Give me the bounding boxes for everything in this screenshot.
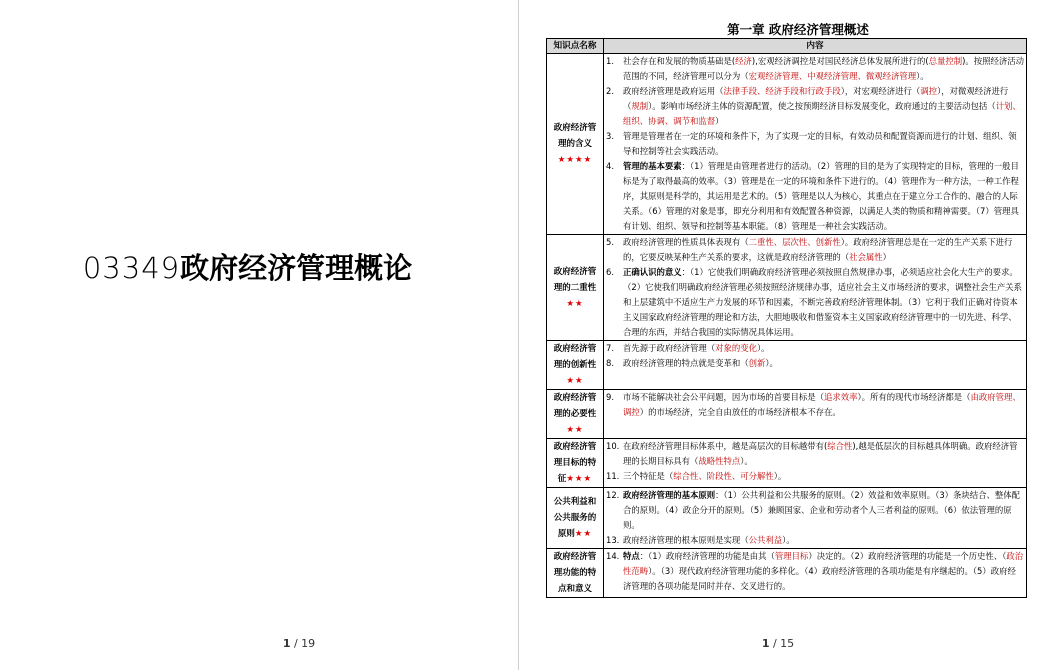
- body-text: 市场不能解决社会公平问题，因为市场的首要目标是（: [623, 392, 824, 402]
- knowledge-table: [546, 38, 1027, 598]
- knowledge-point-content: [604, 390, 1027, 439]
- list-item: [606, 469, 1024, 484]
- list-item: [606, 129, 1024, 159]
- body-text: ）。政府经济管理总是在一定的生产关系下进行的，它要反映某种生产关系的要求，这就是政府经济管理的（: [623, 237, 1013, 262]
- body-text: ）。: [740, 456, 753, 466]
- table-row: [547, 439, 1027, 488]
- item-text: [623, 159, 1024, 234]
- answer-text: 社会属性: [849, 252, 883, 262]
- key-term: 政府经济管理的基本原则: [623, 490, 716, 500]
- answer-text: 对象的变化: [715, 343, 757, 353]
- item-number: 3.: [606, 131, 614, 141]
- cover-title: [0, 248, 495, 288]
- knowledge-point-label: 政府经济管: [553, 266, 597, 277]
- content-list: [606, 341, 1024, 371]
- item-number: 9.: [606, 392, 614, 402]
- right-page: [519, 0, 1037, 670]
- list-item: [606, 265, 1024, 340]
- item-number: 13.: [606, 535, 620, 545]
- answer-text: 计划、组织、协调、调节和监督: [623, 101, 1021, 126]
- body-text: )。按照经济活动范围的不同，经济管理可以分为（: [623, 56, 1025, 81]
- item-text: [623, 469, 1024, 484]
- left-page: [0, 0, 518, 670]
- knowledge-point-name: [547, 54, 604, 235]
- body-text: ）。: [773, 471, 787, 481]
- body-text: 社会存在和发展的物质基础是(: [623, 56, 736, 66]
- answer-text: 由政府管理、调控: [623, 392, 1021, 417]
- body-text: 在政府经济管理目标体系中，越是高层次的目标越带有(: [623, 441, 828, 451]
- item-number: 11.: [606, 471, 620, 481]
- body-text: 政府经济管理的根本原则是实现（: [623, 535, 749, 545]
- knowledge-point-label: 征★★★: [557, 474, 593, 484]
- answer-text: 公共利益: [748, 535, 783, 545]
- table-row: [547, 341, 1027, 390]
- knowledge-point-label: 原则★★: [557, 529, 593, 539]
- table-row: [547, 235, 1027, 341]
- body-text: ）。: [782, 535, 795, 545]
- body-text: 政府经济管理的性质具体表现有（: [623, 237, 749, 247]
- knowledge-point-label: 理的二重性: [553, 282, 597, 293]
- table-row: [547, 390, 1027, 439]
- list-item: [606, 439, 1024, 469]
- knowledge-point-content: [604, 549, 1027, 598]
- importance-stars: ★★: [566, 425, 584, 435]
- body-text: 政府经济管理的特点就是变革和（: [623, 358, 749, 368]
- knowledge-point-label: 理的创新性: [553, 360, 597, 370]
- content-list: [606, 54, 1024, 234]
- content-list: [606, 390, 1024, 420]
- content-list: [606, 549, 1024, 594]
- answer-text: 政治性范畴: [623, 551, 1024, 576]
- item-text: [623, 235, 1024, 265]
- answer-text: 管理目标: [774, 551, 809, 561]
- table-row: [547, 549, 1027, 598]
- item-number: 12.: [606, 490, 620, 500]
- body-text: ）。: [916, 71, 929, 81]
- body-text: ）: [715, 116, 724, 126]
- content-list: [606, 439, 1024, 484]
- body-text: ）。影响市场经济主体的资源配置，使之按预期经济目标发展变化，政府通过的主要活动包括（: [648, 101, 996, 111]
- table-body: [547, 54, 1027, 598]
- body-text: 首先源于政府经济管理（: [623, 343, 716, 353]
- body-text: ),宏观经济调控是对国民经济总体发展所进行的(: [751, 56, 929, 66]
- knowledge-point-name: [547, 549, 604, 598]
- knowledge-point-label: 理目标的特: [553, 458, 597, 468]
- knowledge-point-name: [547, 439, 604, 488]
- body-text: ：（1）管理是由管理者进行的活动。（2）管理的目的是为了实现特定的目标，管理的一般目标是为了取得最高的效率。（3）管理是在一定的环境和条件下进行的。（4）管理作为一种方法，一种工作程序，其原则是科学的，其运用是艺术的。（5）管理是以人为核心，其重点在于建立分工合作的、融合的人际关系。（6）管理的对象是事，即充分利用和有效配置各种资源，以满足人类的物质和精神需要。（7）管理具有计划、组织、领导和控制等基本职能。（8）管理是一种社会实践活动。: [623, 161, 1019, 231]
- knowledge-point-content: [604, 439, 1027, 488]
- body-text: ),越是低层次的目标越具体明确。政府经济管理的长期目标具有（: [623, 441, 1018, 466]
- list-item: [606, 84, 1024, 129]
- knowledge-point-name: [547, 488, 604, 549]
- item-text: [623, 439, 1024, 469]
- knowledge-point-label: 点和意义: [557, 584, 592, 594]
- header-knowledge-point: 知识点名称: [547, 39, 604, 54]
- header-content: 内容: [604, 39, 1027, 54]
- table-row: [547, 54, 1027, 235]
- body-text: 政府经济管理是政府运用（: [623, 86, 724, 96]
- course-name: 政府经济管理概论: [180, 251, 413, 285]
- item-text: [623, 356, 1024, 371]
- body-text: ：（1）政府经济管理的功能是由其（: [639, 551, 775, 561]
- key-term: 管理的基本要素: [623, 161, 682, 171]
- list-item: [606, 533, 1024, 548]
- knowledge-point-content: [604, 488, 1027, 549]
- item-text: [623, 390, 1024, 420]
- answer-text: 二重性、层次性、创新性: [748, 237, 841, 247]
- body-text: 管理是管理者在一定的环境和条件下，为了实现一定的目标，有效动员和配置资源而进行的计划、组织、领导和控制等社会实践活动。: [623, 131, 1017, 156]
- answer-text: 经济: [735, 56, 752, 66]
- item-text: [623, 265, 1024, 340]
- knowledge-point-label: 政府经济管: [553, 442, 597, 452]
- body-text: ），对宏观经济进行（: [840, 86, 921, 96]
- knowledge-point-label: 公共利益和: [553, 497, 597, 507]
- key-term: 特点: [623, 551, 640, 561]
- knowledge-point-content: [604, 341, 1027, 390]
- list-item: [606, 356, 1024, 371]
- body-text: ）: [882, 252, 891, 262]
- body-text: ：（1）公共利益和公共服务的原则。（2）效益和效率原则。（3）条块结合、整体配合的原则。（4）政企分开的原则。（5）兼顾国家、企业和劳动者个人三者利益的原则。（6）依法管理的原则。: [623, 490, 1021, 530]
- body-text: ）。: [765, 358, 778, 368]
- knowledge-point-content: [604, 235, 1027, 341]
- answer-text: 规制: [631, 101, 649, 111]
- course-code: 03349: [82, 251, 181, 285]
- answer-text: 法律手段、经济手段和行政手段: [723, 86, 841, 96]
- answer-text: 创新: [748, 358, 766, 368]
- answer-text: 调控: [920, 86, 938, 96]
- table-row: [547, 488, 1027, 549]
- body-text: ）。（3）现代政府经济管理功能的多样化。（4）政府经济管理的各项功能是有序继起的。（5）政府经济管理的各项功能是同时并存、交叉进行的。: [623, 566, 1016, 591]
- importance-stars: ★★: [566, 298, 584, 309]
- answer-text: 综合性、阶段性、可分解性: [673, 471, 774, 481]
- table-header-row: [547, 39, 1027, 54]
- knowledge-point-name: [547, 390, 604, 439]
- importance-stars: ★★: [574, 529, 593, 539]
- knowledge-point-label: 政府经济管: [553, 344, 597, 354]
- answer-text: 综合性: [827, 441, 853, 451]
- item-text: [623, 488, 1024, 533]
- list-item: [606, 341, 1024, 356]
- item-text: [623, 84, 1024, 129]
- knowledge-point-name: [547, 235, 604, 341]
- knowledge-point-label: 理的必要性: [553, 409, 597, 419]
- content-list: [606, 235, 1024, 340]
- body-text: 三个特征是（: [623, 471, 674, 481]
- knowledge-point-label: 政府经济管: [553, 123, 597, 133]
- item-number: 2.: [606, 86, 614, 96]
- body-text: ）。所有的现代市场经济都是（: [857, 392, 971, 402]
- importance-stars: ★★★: [566, 474, 593, 484]
- item-number: 1.: [606, 56, 614, 66]
- list-item: [606, 159, 1024, 234]
- list-item: [606, 549, 1024, 594]
- knowledge-point-label: 政府经济管: [553, 393, 597, 403]
- importance-stars: ★★: [566, 376, 584, 386]
- content-list: [606, 488, 1024, 548]
- key-term: 正确认识的意义: [623, 267, 682, 277]
- answer-text: 宏观经济管理、中观经济管理、微观经济管理: [748, 71, 917, 81]
- item-text: [623, 549, 1024, 594]
- item-number: 7.: [606, 343, 614, 353]
- knowledge-point-label: 公共服务的: [553, 513, 597, 523]
- item-number: 4.: [606, 161, 614, 171]
- body-text: ）的市场经济，完全自由放任的市场经济根本不存在。: [639, 407, 841, 417]
- body-text: ）决定的。（2）政府经济管理的功能是一个历史性、（: [808, 551, 1007, 561]
- item-text: [623, 129, 1024, 159]
- item-number: 10.: [606, 441, 620, 451]
- knowledge-point-label: 理的含义: [557, 139, 592, 149]
- knowledge-point-name: [547, 341, 604, 390]
- knowledge-point-label: 理功能的特: [553, 568, 597, 578]
- answer-text: 战略性特点: [698, 456, 741, 466]
- item-number: 5.: [606, 237, 614, 247]
- item-number: 6.: [606, 267, 614, 277]
- body-text: ：（1）它使我们明确政府经济管理必须按照自然规律办事，必须适应社会化大生产的要求。（2）它使我们明确政府经济管理必须按照经济规律办事，适应社会主义市场经济的要求，调整社会生产关系和上层建筑中不适应生产力发展的环节和因素，不断完善政府经济管理体制。（3）它利于我们正确对待资本主义国家政府经济管理的理论和方法，大胆地吸收和借鉴资本主义国家政府经济管理中的一切先进、科学、合理的东西，并结合我国的实际情况具体运用。: [623, 267, 1022, 337]
- page-indicator-left: 1 / 19: [282, 637, 316, 650]
- item-text: [623, 533, 1024, 548]
- item-number: 8.: [606, 358, 614, 368]
- item-text: [623, 341, 1024, 356]
- list-item: [606, 235, 1024, 265]
- knowledge-point-content: [604, 54, 1027, 235]
- chapter-title: 第一章 政府经济管理概述: [727, 22, 869, 37]
- list-item: [606, 390, 1024, 420]
- answer-text: 总量控制: [928, 56, 963, 66]
- item-text: [623, 54, 1024, 84]
- body-text: ），对微观经济进行（: [623, 86, 1009, 111]
- list-item: [606, 54, 1024, 84]
- knowledge-point-label: 政府经济管: [553, 552, 597, 562]
- item-number: 14.: [606, 551, 620, 561]
- list-item: [606, 488, 1024, 533]
- page-indicator-right: 1 / 15: [761, 637, 795, 650]
- answer-text: 追求效率: [824, 392, 858, 402]
- body-text: ）。: [757, 343, 770, 353]
- importance-stars: ★★★★: [557, 155, 593, 165]
